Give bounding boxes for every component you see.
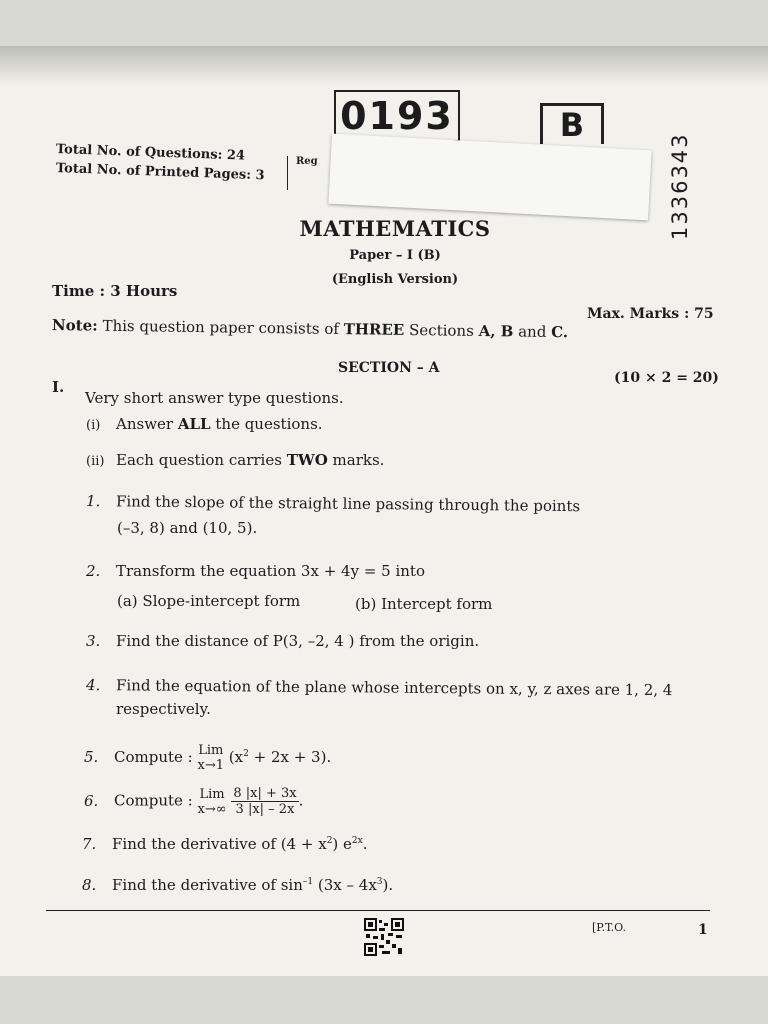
note-bold: A, B bbox=[478, 321, 514, 341]
expression: ) e bbox=[332, 835, 352, 853]
question-2 bbox=[86, 562, 425, 580]
instruction-number: (i) bbox=[86, 418, 101, 433]
exponent: 2 bbox=[243, 749, 249, 759]
question-5 bbox=[84, 743, 331, 773]
numerator: 8 |x| + 3x bbox=[233, 786, 297, 801]
question-2-option-b: (b) Intercept form bbox=[355, 595, 493, 613]
section-name: SECTION – A bbox=[338, 360, 440, 376]
exponent: 3 bbox=[376, 877, 383, 887]
total-pages: Total No. of Printed Pages: 3 bbox=[55, 161, 265, 184]
total-questions: Total No. of Questions: 24 bbox=[55, 142, 246, 164]
question-text: Find the distance of P(3, –2, 4 ) from the origin. bbox=[116, 632, 480, 650]
instruction-number: (ii) bbox=[86, 454, 105, 469]
instruction-1 bbox=[86, 415, 323, 433]
question-1-line2: (–3, 8) and (10, 5). bbox=[117, 519, 258, 537]
set-letter-box: B bbox=[540, 103, 604, 144]
expression: + 2x + 3). bbox=[248, 748, 332, 766]
note-text: and bbox=[518, 322, 547, 341]
question-text: Compute : bbox=[114, 791, 193, 810]
limit-approach: x→1 bbox=[197, 758, 225, 773]
question-text: Find the derivative of sin bbox=[112, 876, 303, 894]
instruction-bold: TWO bbox=[286, 451, 328, 469]
note-bold: THREE bbox=[343, 320, 405, 339]
limit-approach: x→∞ bbox=[197, 801, 227, 817]
expression: ). bbox=[382, 876, 394, 894]
instruction-2 bbox=[86, 451, 384, 469]
note-label: Note: bbox=[51, 316, 98, 335]
instruction-text: the questions. bbox=[215, 415, 323, 433]
question-text: Compute : bbox=[114, 748, 193, 766]
question-text: Find the equation of the plane whose intercepts on x, y, z axes are 1, 2, 4 bbox=[115, 676, 673, 700]
question-number: 7. bbox=[82, 835, 97, 853]
question-7 bbox=[82, 835, 368, 853]
question-8 bbox=[82, 876, 393, 894]
limit-operator bbox=[198, 787, 227, 817]
subject-title: MATHEMATICS bbox=[299, 216, 491, 241]
reg-label: Reg bbox=[296, 156, 318, 167]
question-4-line2: respectively. bbox=[116, 700, 211, 718]
instruction-text: marks. bbox=[332, 451, 385, 469]
time-label: Time : 3 Hours bbox=[52, 282, 178, 300]
scan-shadow bbox=[0, 46, 768, 86]
question-3 bbox=[86, 632, 479, 650]
instruction-bold: ALL bbox=[177, 415, 211, 433]
note-text: This question paper consists of bbox=[102, 316, 339, 339]
question-number: 2. bbox=[86, 562, 101, 580]
limit-operator bbox=[198, 743, 225, 773]
paper-name: Paper – I (B) bbox=[349, 248, 441, 263]
denominator: 3 |x| – 2x bbox=[235, 802, 295, 817]
question-6 bbox=[84, 786, 303, 817]
paper-code-box: 0193 bbox=[334, 90, 460, 142]
instruction-text: Answer bbox=[116, 415, 174, 433]
exponent: 2x bbox=[351, 836, 363, 846]
instruction-text: Each question carries bbox=[116, 451, 282, 469]
question-number: 6. bbox=[84, 791, 99, 810]
expression: (x bbox=[228, 748, 244, 766]
question-number: 4. bbox=[85, 676, 101, 695]
limit-word: Lim bbox=[198, 743, 224, 758]
expression: . bbox=[298, 791, 304, 810]
section-heading: Very short answer type questions. bbox=[85, 389, 344, 407]
qr-code-icon bbox=[364, 918, 404, 956]
note-text: Sections bbox=[408, 320, 474, 340]
footer-rule bbox=[46, 910, 710, 911]
version-label: (English Version) bbox=[331, 272, 459, 287]
expression: (3x – 4x bbox=[313, 876, 377, 894]
exponent: –1 bbox=[302, 877, 314, 887]
question-text: Transform the equation 3x + 4y = 5 into bbox=[116, 562, 425, 580]
section-marks: (10 × 2 = 20) bbox=[614, 370, 719, 386]
question-2-option-a: (a) Slope-intercept form bbox=[117, 592, 301, 610]
fraction bbox=[231, 786, 298, 817]
question-text: Find the slope of the straight line passing through the points bbox=[115, 492, 581, 516]
serial-number: 1336343 bbox=[668, 132, 692, 240]
limit-word: Lim bbox=[199, 786, 225, 802]
question-number: 1. bbox=[85, 492, 101, 511]
max-marks: Max. Marks : 75 bbox=[587, 306, 714, 322]
reg-divider bbox=[287, 156, 288, 190]
roman-numeral: I. bbox=[52, 378, 65, 396]
page-number: 1 bbox=[698, 922, 708, 938]
question-number: 8. bbox=[82, 876, 97, 894]
pto-label: [P.T.O. bbox=[592, 921, 627, 934]
question-number: 5. bbox=[84, 748, 99, 766]
expression: . bbox=[362, 835, 368, 853]
exponent: 2 bbox=[326, 836, 333, 846]
question-text: Find the derivative of (4 + x bbox=[112, 835, 327, 853]
note-bold: C. bbox=[551, 322, 569, 342]
question-number: 3. bbox=[86, 632, 101, 650]
